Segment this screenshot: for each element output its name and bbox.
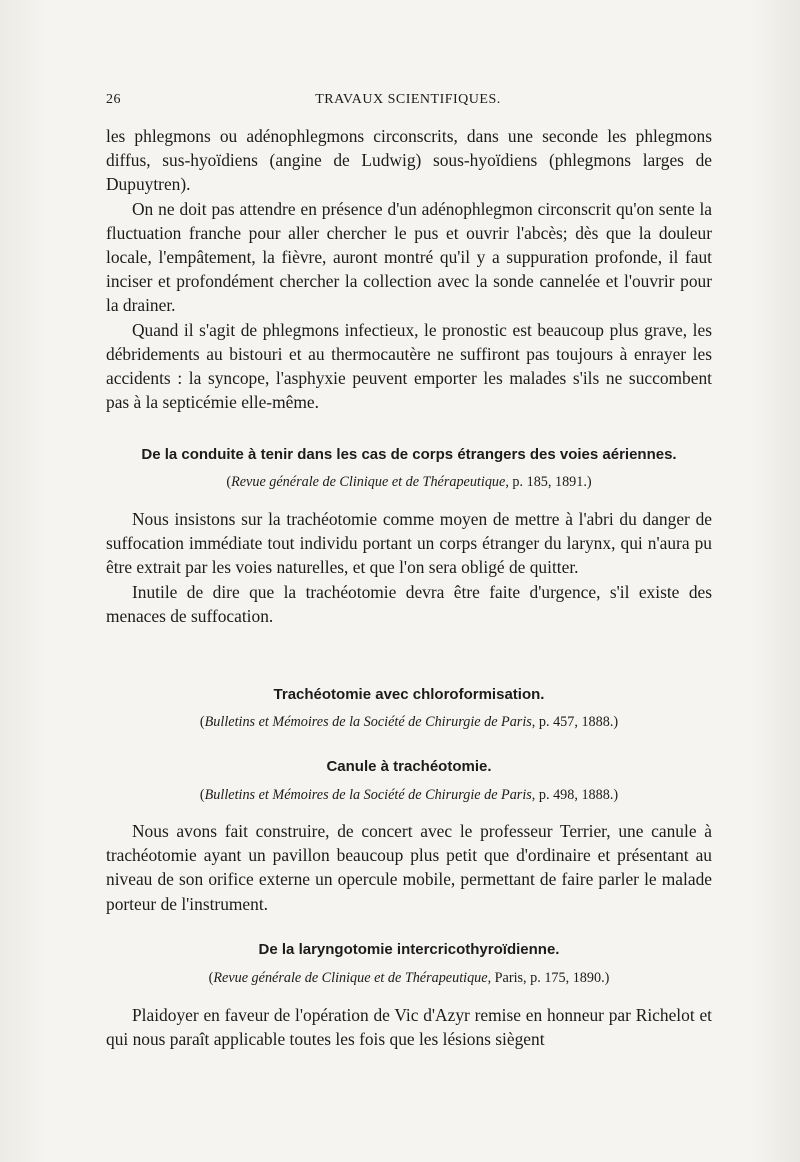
section-citation: (Revue générale de Clinique et de Thérapeutique, p. 185, 1891.) [226,474,592,490]
citation-journal: Revue générale de Clinique et de Thérapeutique [213,970,488,986]
citation-ref: , Paris, p. 175, 1890. [487,970,605,986]
paragraph: Nous insistons sur la trachéotomie comme moyen de mettre à l'abri du danger de suffocation immédiate tout individu portant un corps étranger du larynx, qui n'aura pu être extrait par les voies naturelles, et que l'on sera obligé de quitter. [106,509,712,578]
running-title: TRAVAUX SCIENTIFIQUES. [315,92,501,107]
intro-text-block [106,124,712,414]
citation-ref: , p. 498, 1888. [531,787,614,803]
section-citation: (Revue générale de Clinique et de Thérapeutique, Paris, p. 175, 1890.) [208,970,610,986]
paragraph: les phlegmons ou adénophlegmons circonscrits, dans une seconde les phlegmons diffus, sus-hyoïdiens (angine de Ludwig) sous-hyoïdiens (phlegmons larges de Dupuytren). [106,126,712,195]
page-number: 26 [106,92,121,107]
page-header [106,92,710,112]
paragraph: On ne doit pas attendre en présence d'un adénophlegmon circonscrit qu'on sente la fluctuation franche pour aller chercher le pus et ouvrir l'abcès; dès que la douleur locale, l'empâtement, la fièvre, auront montré qu'il y a suppuration profonde, il faut inciser et profondément chercher la collection avec la sonde cannelée et l'ouvrir pour la drainer. [106,198,712,316]
citation-journal: Bulletins et Mémoires de la Société de Chirurgie de Paris [204,787,532,803]
citation-ref: , p. 185, 1891. [505,474,587,490]
section-citation: (Bulletins et Mémoires de la Société de Chirurgie de Paris, p. 457, 1888.) [199,714,619,730]
section3-text [106,819,712,916]
paragraph: Plaidoyer en faveur de l'opération de Vic d'Azyr remise en honneur par Richelot et qui nous paraît applicable toutes les fois que les lésions siègent [106,1005,712,1050]
section4-text [106,1003,712,1051]
citation-journal: Bulletins et Mémoires de la Société de Chirurgie de Paris [204,714,532,730]
paragraph: Inutile de dire que la trachéotomie devra être faite d'urgence, s'il existe des menaces de suffocation. [106,581,712,626]
section-title-chloroform: Trachéotomie avec chloroformisation. [273,686,545,703]
paragraph: Nous avons fait construire, de concert avec le professeur Terrier, une canule à trachéotomie ayant un pavillon beaucoup plus petit que d'ordinaire et présentant au niveau de son orifice externe un opercule mobile, permettant de faire parler le malade porteur de l'instrument. [106,821,712,914]
section1-text [106,507,712,628]
citation-ref: , p. 457, 1888. [531,714,614,730]
section-title-laryngotomie: De la laryngotomie intercricothyroïdienne. [258,941,560,958]
section-citation: (Bulletins et Mémoires de la Société de Chirurgie de Paris, p. 498, 1888.) [199,787,619,803]
section-title-foreign-bodies: De la conduite à tenir dans les cas de corps étrangers des voies aériennes. [141,446,677,463]
citation-journal: Revue générale de Clinique et de Thérapeutique [231,474,506,490]
section-title-canule: Canule à trachéotomie. [326,758,492,775]
paragraph: Quand il s'agit de phlegmons infectieux, le pronostic est beaucoup plus grave, les débridements au bistouri et au thermocautère ne suffiront pas toujours à enrayer les accidents : la syncope, l'asphyxie peuvent emporter les malades s'ils ne succombent pas à la septicémie elle-même. [106,319,712,413]
